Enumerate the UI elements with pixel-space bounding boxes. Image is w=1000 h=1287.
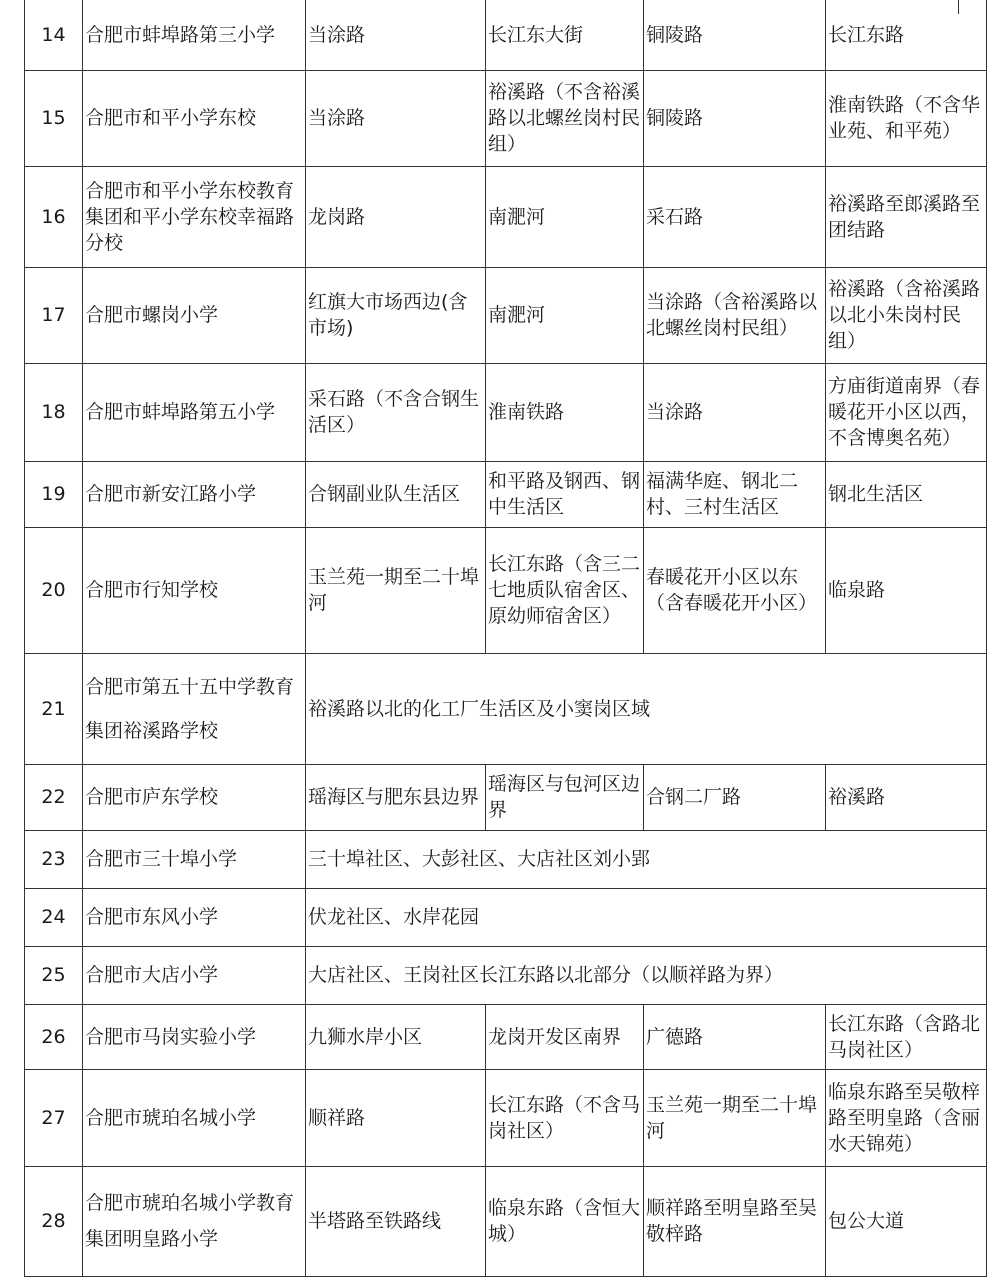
table-row [25,1004,987,1069]
east-boundary: 当涂路 [306,70,486,166]
north-boundary: 临泉东路至吴敬梓路至明皇路（含丽水天锦苑） [826,1069,987,1166]
table-row [25,764,987,830]
south-boundary: 龙岗开发区南界 [486,1004,644,1069]
row-number: 23 [25,830,83,888]
table-row [25,267,987,363]
south-boundary: 临泉东路（含恒大城） [486,1166,644,1276]
table-row [25,166,987,267]
row-number: 25 [25,946,83,1004]
school-name: 合肥市第五十五中学教育集团裕溪路学校 [83,653,306,764]
east-boundary: 当涂路 [306,0,486,70]
west-boundary: 当涂路 [644,363,826,461]
school-name: 合肥市新安江路小学 [83,461,306,527]
east-boundary: 顺祥路 [306,1069,486,1166]
west-boundary: 顺祥路至明皇路至吴敬梓路 [644,1166,826,1276]
table-row [25,70,987,166]
south-boundary: 长江东路（不含马岗社区） [486,1069,644,1166]
west-boundary: 福满华庭、钢北二村、三村生活区 [644,461,826,527]
row-number: 22 [25,764,83,830]
south-boundary: 裕溪路（不含裕溪路以北螺丝岗村民组） [486,70,644,166]
school-district-table [24,0,987,1277]
north-boundary: 裕溪路 [826,764,987,830]
west-boundary: 当涂路（含裕溪路以北螺丝岗村民组） [644,267,826,363]
south-boundary: 南淝河 [486,267,644,363]
east-boundary: 瑶海区与肥东县边界 [306,764,486,830]
east-boundary: 玉兰苑一期至二十埠河 [306,527,486,653]
north-boundary: 钢北生活区 [826,461,987,527]
west-boundary: 采石路 [644,166,826,267]
east-boundary: 龙岗路 [306,166,486,267]
school-name: 合肥市东风小学 [83,888,306,946]
table-row [25,946,987,1004]
south-boundary: 和平路及钢西、钢中生活区 [486,461,644,527]
district-range: 三十埠社区、大彭社区、大店社区刘小郢 [306,830,987,888]
north-boundary: 方庙街道南界（春暖花开小区以西，不含博奥名苑） [826,363,987,461]
row-number: 18 [25,363,83,461]
table-row [25,461,987,527]
row-number: 20 [25,527,83,653]
school-name: 合肥市和平小学东校 [83,70,306,166]
table-row [25,0,987,70]
row-number: 16 [25,166,83,267]
north-boundary: 长江东路 [826,0,987,70]
school-name: 合肥市三十埠小学 [83,830,306,888]
row-number: 26 [25,1004,83,1069]
district-range: 伏龙社区、水岸花园 [306,888,987,946]
table-row [25,888,987,946]
row-number: 19 [25,461,83,527]
district-range: 大店社区、王岗社区长江东路以北部分（以顺祥路为界） [306,946,987,1004]
south-boundary: 南淝河 [486,166,644,267]
east-boundary: 采石路（不含合钢生活区） [306,363,486,461]
school-name: 合肥市庐东学校 [83,764,306,830]
north-boundary: 临泉路 [826,527,987,653]
south-boundary: 瑶海区与包河区边界 [486,764,644,830]
school-name: 合肥市螺岗小学 [83,267,306,363]
north-boundary: 裕溪路（含裕溪路以北小朱岗村民组） [826,267,987,363]
west-boundary: 春暖花开小区以东（含春暖花开小区） [644,527,826,653]
west-boundary: 合钢二厂路 [644,764,826,830]
north-boundary: 淮南铁路（不含华业苑、和平苑） [826,70,987,166]
school-name: 合肥市马岗实验小学 [83,1004,306,1069]
table-row [25,830,987,888]
school-name: 合肥市蚌埠路第三小学 [83,0,306,70]
row-number: 28 [25,1166,83,1276]
east-boundary: 九狮水岸小区 [306,1004,486,1069]
school-name: 合肥市和平小学东校教育集团和平小学东校幸福路分校 [83,166,306,267]
table-row [25,1166,987,1276]
row-number: 14 [25,0,83,70]
row-number: 15 [25,70,83,166]
school-name: 合肥市大店小学 [83,946,306,1004]
east-boundary: 红旗大市场西边(含市场) [306,267,486,363]
table-row [25,527,987,653]
table-row [25,653,987,764]
school-name: 合肥市行知学校 [83,527,306,653]
west-boundary: 铜陵路 [644,0,826,70]
table-row [25,363,987,461]
row-number: 17 [25,267,83,363]
north-boundary: 包公大道 [826,1166,987,1276]
row-number: 21 [25,653,83,764]
school-name: 合肥市琥珀名城小学教育集团明皇路小学 [83,1166,306,1276]
row-number: 24 [25,888,83,946]
row-number: 27 [25,1069,83,1166]
south-boundary: 长江东大街 [486,0,644,70]
district-range: 裕溪路以北的化工厂生活区及小窦岗区域 [306,653,987,764]
north-boundary: 裕溪路至郎溪路至团结路 [826,166,987,267]
east-boundary: 合钢副业队生活区 [306,461,486,527]
north-boundary: 长江东路（含路北马岗社区） [826,1004,987,1069]
south-boundary: 淮南铁路 [486,363,644,461]
west-boundary: 玉兰苑一期至二十埠河 [644,1069,826,1166]
east-boundary: 半塔路至铁路线 [306,1166,486,1276]
school-name: 合肥市蚌埠路第五小学 [83,363,306,461]
table-row [25,1069,987,1166]
south-boundary: 长江东路（含三二七地质队宿舍区、原幼师宿舍区） [486,527,644,653]
school-name: 合肥市琥珀名城小学 [83,1069,306,1166]
west-boundary: 广德路 [644,1004,826,1069]
west-boundary: 铜陵路 [644,70,826,166]
